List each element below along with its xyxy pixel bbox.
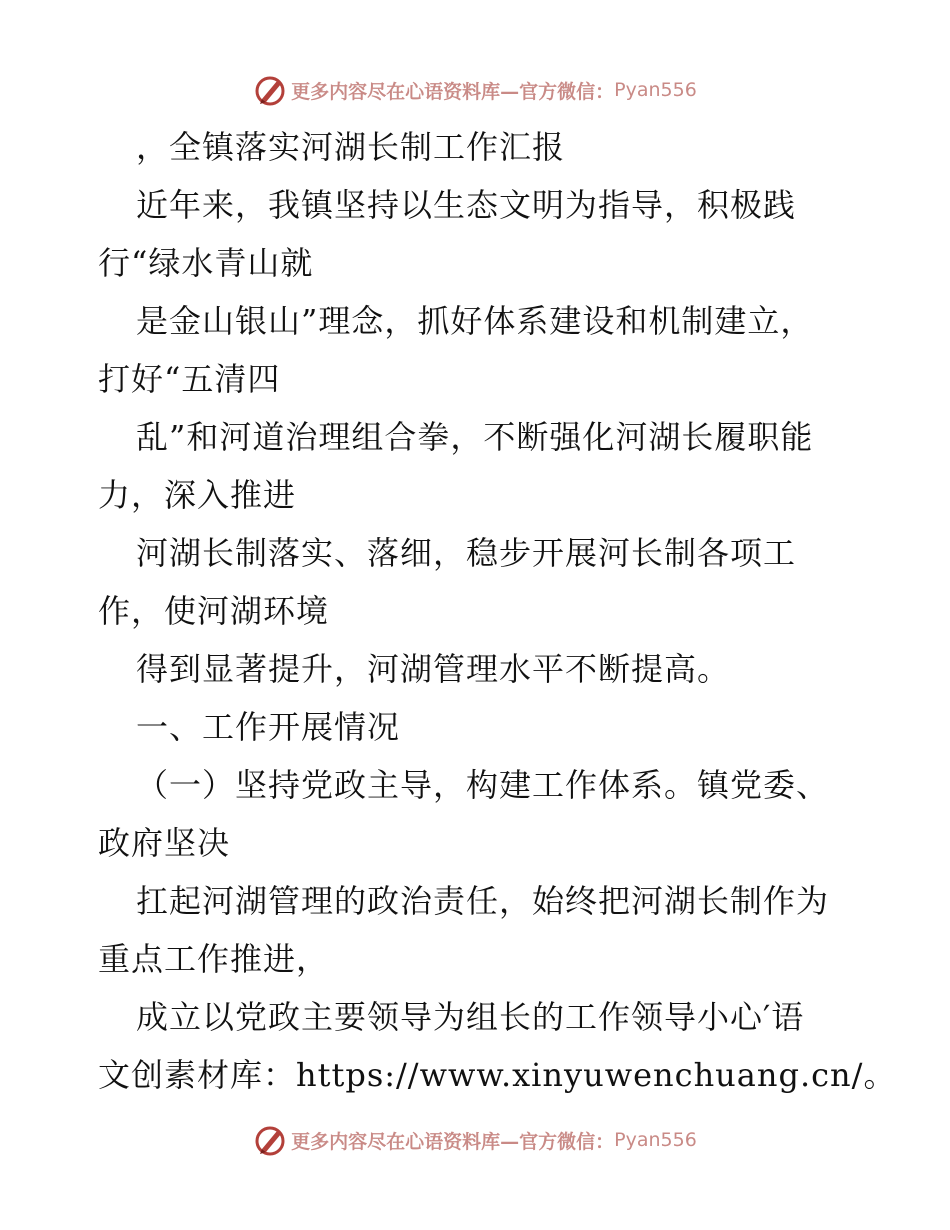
paragraph-line: 是金山银山”理念，抓好体系建设和机制建立， (136, 302, 814, 340)
paragraph-line: 行“绿水青山就 (98, 244, 314, 282)
paragraph-line-with-url: 文创素材库：https://www.xinyuwenchuang.cn/。 (98, 1056, 897, 1094)
paragraph-line: 河湖长制落实、落细，稳步开展河长制各项工 (136, 534, 797, 572)
header-banner (0, 70, 950, 110)
paragraph-line: 乱”和河道治理组合拳，不断强化河湖长履职能 (136, 418, 814, 456)
footer-banner-text: 更多内容尽在心语资料库—官方微信： (291, 1130, 615, 1153)
paragraph-line: 近年来，我镇坚持以生态文明为指导，积极践 (136, 186, 797, 224)
paragraph-line: 打好“五清四 (98, 360, 281, 398)
footer-banner (0, 1120, 950, 1160)
pen-logo-icon (253, 1123, 287, 1157)
paragraph-line: 力，深入推进 (98, 476, 297, 514)
paragraph-line: 政府坚决 (98, 824, 231, 862)
paragraph-line: 成立以党政主要领导为组长的工作领导小心′语 (136, 998, 805, 1036)
document-title-line: ，全镇落实河湖长制工作汇报 (136, 128, 566, 166)
document-body (98, 118, 897, 1104)
paragraph-line: 扛起河湖管理的政治责任，始终把河湖长制作为 (136, 882, 830, 920)
paragraph-line: 作，使河湖环境 (98, 592, 330, 630)
pen-logo-icon (253, 73, 287, 107)
header-banner-text: 更多内容尽在心语资料库—官方微信： (291, 80, 615, 103)
paragraph-line: 得到显著提升，河湖管理水平不断提高。 (136, 650, 731, 688)
paragraph-line: 重点工作推进， (98, 940, 330, 978)
paragraph-line: （一）坚持党政主导，构建工作体系。镇党委、 (136, 766, 830, 804)
footer-banner-id: Pyan556 (614, 1129, 697, 1151)
section-heading: 一、工作开展情况 (136, 708, 401, 746)
header-banner-id: Pyan556 (614, 79, 697, 101)
